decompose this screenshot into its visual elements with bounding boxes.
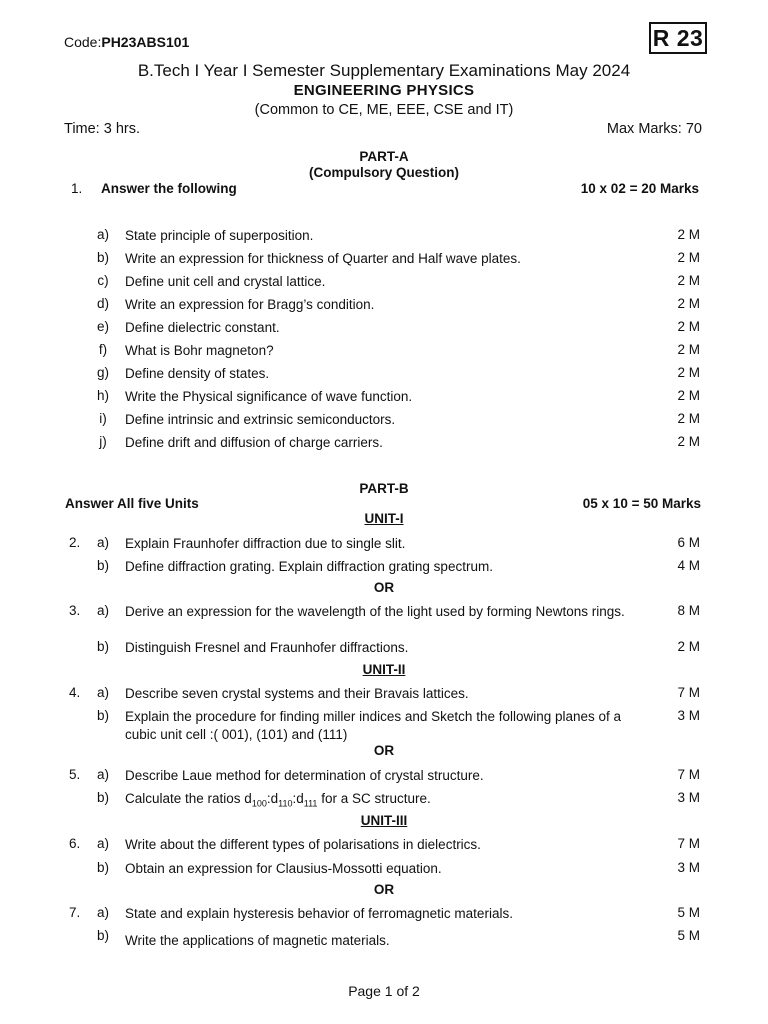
part-a-subtitle: (Compulsory Question): [308, 165, 459, 180]
list-item: e) Define dielectric constant. 2 M: [96, 319, 700, 335]
question-paper-code: [64, 34, 189, 50]
question-5b: b) Calculate the ratios $d_{100}:d_{110}:d_{111}$ for a SC structure. 3 M: [96, 790, 700, 809]
question-3a: 3. a) Derive an expression for the wavelength of the light used by forming Newtons rings. 8 M: [69, 603, 700, 619]
question-6a: 6. a) Write about the different types of polarisations in dielectrics. 7 M: [69, 836, 700, 852]
code-label: Code:: [64, 34, 102, 50]
part-b-marks-scheme: 05 x 10 = 50 Marks: [582, 496, 701, 511]
question-4b: b) Explain the procedure for finding miller indices and Sketch the following planes of a cubic unit cell :( 001), (101) and (111) 3 M: [96, 708, 700, 742]
list-item: g) Define density of states. 2 M: [96, 365, 700, 381]
time-duration: Time: 3 hrs.: [64, 121, 141, 137]
regulation-box: R 23: [649, 22, 707, 54]
question-number: 1.: [71, 181, 83, 196]
part-a-marks-scheme: 10 x 02 = 20 Marks: [580, 181, 699, 196]
unit-2-title: UNIT-II: [362, 662, 406, 677]
page-number: Page 1 of 2: [348, 983, 420, 999]
or-divider: OR: [373, 882, 395, 897]
list-item: a) State principle of superposition. 2 M: [96, 227, 700, 243]
question-3b: b) Distinguish Fresnel and Fraunhofer diffractions. 2 M: [96, 639, 700, 655]
subject-title: ENGINEERING PHYSICS: [293, 82, 475, 99]
question-7b: b) Write the applications of magnetic materials. 5 M: [96, 928, 700, 948]
common-to: (Common to CE, ME, EEE, CSE and IT): [254, 102, 514, 118]
list-item: i) Define intrinsic and extrinsic semiconductors. 2 M: [99, 411, 700, 427]
list-item: b) Write an expression for thickness of Quarter and Half wave plates. 2 M: [96, 250, 700, 266]
part-b-title: PART-B: [359, 481, 409, 496]
part-b-instruction: Answer All five Units: [65, 496, 199, 511]
part-a-instruction: Answer the following: [101, 181, 237, 196]
code-value: PH23ABS101: [101, 34, 190, 50]
list-item: h) Write the Physical significance of wave function. 2 M: [96, 388, 700, 404]
part-a-title: PART-A: [359, 149, 409, 164]
max-marks: Max Marks: 70: [606, 121, 702, 137]
question-2a: 2. a) Explain Fraunhofer diffraction due to single slit. 6 M: [69, 535, 700, 551]
question-6b: b) Obtain an expression for Clausius-Mossotti equation. 3 M: [96, 860, 700, 876]
or-divider: OR: [373, 743, 395, 758]
list-item: j) Define drift and diffusion of charge carriers. 2 M: [99, 434, 700, 450]
unit-3-title: UNIT-III: [360, 813, 408, 828]
or-divider: OR: [373, 580, 395, 595]
question-2b: b) Define diffraction grating. Explain diffraction grating spectrum. 4 M: [96, 558, 700, 574]
list-item: c) Define unit cell and crystal lattice. 2 M: [97, 273, 700, 289]
list-item: d) Write an expression for Bragg’s condition. 2 M: [96, 296, 700, 312]
unit-1-title: UNIT-I: [364, 511, 404, 526]
question-4a: 4. a) Describe seven crystal systems and their Bravais lattices. 7 M: [69, 685, 700, 701]
list-item: f) What is Bohr magneton? 2 M: [98, 342, 700, 358]
question-7a: 7. a) State and explain hysteresis behavior of ferromagnetic materials. 5 M: [69, 905, 700, 921]
question-5a: 5. a) Describe Laue method for determination of crystal structure. 7 M: [69, 767, 700, 783]
exam-title: B.Tech I Year I Semester Supplementary Examinations May 2024: [137, 61, 631, 80]
